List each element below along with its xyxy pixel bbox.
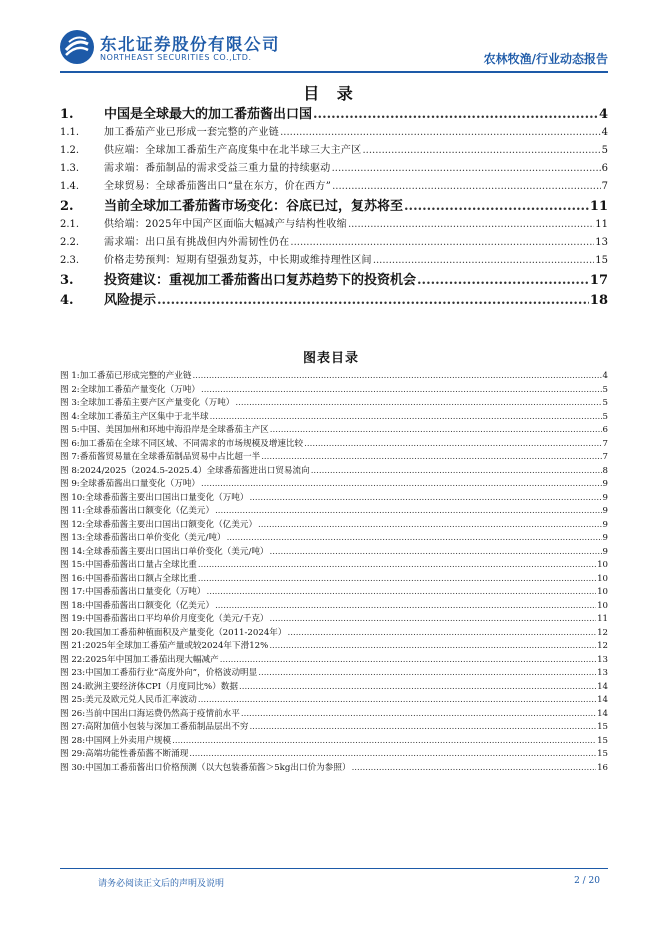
- figure-entry-label: 2025年中国加工番茄出现大幅减产: [85, 654, 219, 665]
- figure-entry-page: 9: [602, 519, 608, 530]
- figure-entry-number: 图 24:: [60, 681, 86, 692]
- figure-entry[interactable]: [60, 666, 608, 680]
- figure-entry-number: 图 10:: [60, 492, 86, 503]
- figure-entry-page: 7: [602, 452, 608, 462]
- figure-entry-label: 全球番茄酱主要出口国出口单价变化（美元/吨）: [85, 546, 269, 557]
- figure-entry-number: 图 25:: [60, 695, 86, 705]
- figure-entry-label: 全球加工番茄主要产区产量变化（万吨）: [79, 398, 235, 408]
- toc-entry-label: 加工番茄产业已形成一套完整的产业链: [104, 127, 280, 138]
- figure-entry-page: 12: [597, 641, 608, 651]
- figure-entry-number: 图 17:: [60, 587, 86, 597]
- toc-leader-dots: [280, 127, 601, 138]
- toc-entry-label: 当前全球加工番茄酱市场变化：谷底已过，复苏将至: [104, 199, 404, 214]
- company-name-cn: 东北证券股份有限公司: [100, 35, 280, 54]
- figure-entry-label: 中国番茄酱出口额占全球比重: [85, 573, 197, 584]
- figure-entry[interactable]: [60, 450, 608, 464]
- figure-entry-number: 图 18:: [60, 600, 86, 611]
- toc-entry-label: 价格走势预判：短期有望强劲复苏，中长期或维持理性区间: [104, 255, 372, 266]
- toc-entry-number: 3.: [60, 273, 74, 288]
- toc-entry-label: 中国是全球最大的加工番茄酱出口国: [104, 107, 313, 122]
- figure-leader-dots: [198, 695, 596, 705]
- figure-leader-dots: [210, 412, 602, 422]
- figure-leader-dots: [192, 371, 601, 381]
- company-logo-icon: [60, 30, 94, 64]
- toc-entry-number: 2.: [60, 199, 74, 214]
- figure-leader-dots: [304, 439, 601, 449]
- figure-entry-label: 加工番茄已形成完整的产业链: [79, 371, 192, 381]
- figure-entry[interactable]: [60, 734, 608, 748]
- figure-entry-number: 图 7:: [60, 452, 80, 462]
- figure-entry-label: 中国番茄酱出口量变化（万吨）: [85, 587, 206, 597]
- figure-entry-label: 中国番茄酱出口平均单价月度变化（美元/千克）: [85, 614, 269, 624]
- company-name-en: NORTHEAST SECURITIES CO.,LTD.: [100, 53, 252, 62]
- figure-entry-label: 我国加工番茄种植面积及产量变化（2011-2024年）: [85, 627, 287, 638]
- toc-leader-dots: [417, 273, 589, 288]
- toc-leader-dots: [363, 145, 601, 156]
- figure-entry-number: 图 9:: [60, 479, 80, 489]
- toc-entry-number: 2.3.: [60, 255, 80, 266]
- figure-entry-label: 全球番茄酱出口单价变化（美元/吨）: [85, 533, 226, 543]
- figure-entry-number: 图 15:: [60, 560, 86, 570]
- figure-entry-page: 9: [602, 492, 608, 503]
- figure-entry[interactable]: [60, 612, 608, 626]
- figure-entry-page: 9: [602, 533, 608, 543]
- figure-entry-label: 全球番茄酱主要出口国出口额变化（亿美元）: [85, 519, 258, 530]
- page-header: [60, 30, 608, 70]
- figure-leader-dots: [239, 682, 596, 692]
- figure-entry[interactable]: [60, 720, 608, 734]
- figure-entry-label: 番茄酱贸易量在全球番茄制品贸易中占比超一半: [79, 452, 261, 462]
- figure-entry[interactable]: [60, 639, 608, 653]
- figure-entry-label: 中国加工番茄行业“高度外向”，价格波动明显: [85, 668, 258, 678]
- figure-entry-label: 2024/2025（2024.5-2025.4）全球番茄酱进出口贸易流向: [79, 465, 310, 476]
- toc-leader-dots: [332, 181, 601, 192]
- figure-entry-page: 7: [602, 438, 608, 449]
- figure-list: [60, 369, 608, 774]
- figure-entry-page: 8: [602, 465, 608, 476]
- toc-leader-dots: [290, 237, 594, 248]
- toc-entry-page: 18: [589, 293, 608, 308]
- toc-entry[interactable]: [60, 269, 608, 289]
- figure-entry-number: 图 30:: [60, 762, 86, 773]
- figure-entry-label: 中国加工番茄酱出口价格预测（以大包装番茄酱＞5kg出口价为参照）: [85, 762, 351, 773]
- figure-entry-page: 4: [602, 371, 608, 381]
- toc-entry[interactable]: [60, 233, 608, 251]
- figure-entry[interactable]: [60, 491, 608, 505]
- figure-entry[interactable]: [60, 369, 608, 383]
- toc-entry[interactable]: [60, 251, 608, 269]
- figure-leader-dots: [258, 668, 596, 678]
- toc-entry-page: 4: [601, 127, 608, 138]
- figure-entry-page: 12: [597, 627, 608, 638]
- figure-entry[interactable]: [60, 423, 608, 437]
- figure-entry-label: 高附加值小包装与深加工番茄制品层出不穷: [85, 722, 249, 732]
- figure-leader-dots: [249, 722, 596, 732]
- figure-entry-number: 图 26:: [60, 708, 86, 719]
- toc-leader-dots: [332, 163, 601, 174]
- figure-entry-page: 10: [597, 573, 608, 584]
- toc-leader-dots: [373, 255, 594, 266]
- figure-entry[interactable]: [60, 383, 608, 397]
- toc-entry-label: 风险提示: [104, 293, 157, 308]
- figure-entry[interactable]: [60, 747, 608, 761]
- figure-leader-dots: [189, 749, 596, 759]
- figure-entry-page: 13: [597, 654, 608, 665]
- figure-entry-label: 美元及欧元兑人民币汇率波动: [85, 695, 197, 705]
- toc-entry-number: 2.2.: [60, 237, 80, 248]
- toc-entry-label: 投资建议：重视加工番茄酱出口复苏趋势下的投资机会: [104, 273, 417, 288]
- figure-entry-label: 欧洲主要经济体CPI（月度同比%）数据: [85, 681, 238, 692]
- figure-entry[interactable]: [60, 693, 608, 707]
- figure-entry-number: 图 5:: [60, 425, 80, 435]
- toc-title: 目 录: [303, 84, 359, 103]
- figure-leader-dots: [270, 547, 602, 557]
- figure-entry-number: 图 1:: [60, 371, 80, 381]
- figure-leader-dots: [235, 398, 601, 408]
- figure-entry-number: 图 11:: [60, 506, 86, 516]
- toc-entry-number: 1.1.: [60, 127, 80, 138]
- figure-leader-dots: [198, 560, 596, 570]
- figure-entry[interactable]: [60, 680, 608, 694]
- figure-entry-page: 6: [602, 425, 608, 435]
- figure-entry[interactable]: [60, 464, 608, 478]
- figure-leader-dots: [352, 763, 597, 773]
- footer-disclaimer: 请务必阅读正文后的声明及说明: [98, 879, 225, 889]
- figure-entry-number: 图 12:: [60, 519, 86, 530]
- figure-entry-page: 14: [597, 708, 608, 719]
- figure-entry-page: 5: [602, 411, 608, 422]
- toc-entry[interactable]: [60, 123, 608, 141]
- table-of-contents: [60, 103, 608, 309]
- figure-leader-dots: [172, 736, 596, 746]
- toc-leader-dots: [157, 293, 589, 308]
- toc-entry-number: 4.: [60, 293, 74, 308]
- toc-entry[interactable]: [60, 289, 608, 309]
- figure-list-title: 图表目录: [302, 351, 359, 366]
- figure-entry[interactable]: [60, 410, 608, 424]
- figure-entry-page: 16: [597, 762, 608, 773]
- figure-entry-label: 全球番茄酱主要出口国出口量变化（万吨）: [85, 492, 249, 503]
- figure-leader-dots: [288, 628, 597, 638]
- figure-entry-label: 全球加工番茄主产区集中于北半球: [79, 411, 209, 422]
- figure-entry[interactable]: [60, 477, 608, 491]
- figure-entry-number: 图 21:: [60, 641, 86, 651]
- figure-entry-number: 图 28:: [60, 735, 86, 746]
- figure-leader-dots: [261, 452, 601, 462]
- figure-leader-dots: [249, 493, 601, 503]
- figure-entry-number: 图 3:: [60, 398, 80, 408]
- figure-entry-number: 图 23:: [60, 668, 86, 678]
- figure-entry-number: 图 2:: [60, 384, 80, 395]
- toc-entry[interactable]: [60, 195, 608, 215]
- figure-entry-number: 图 4:: [60, 411, 80, 422]
- figure-entry-number: 图 6:: [60, 438, 80, 449]
- figure-entry[interactable]: [60, 653, 608, 667]
- figure-entry-label: 全球番茄酱出口额变化（亿美元）: [85, 506, 215, 516]
- figure-entry-label: 中国、美国加州和环地中海沿岸是全球番茄主产区: [79, 425, 269, 435]
- figure-leader-dots: [311, 466, 602, 476]
- figure-entry-number: 图 8:: [60, 465, 80, 476]
- figure-leader-dots: [215, 601, 596, 611]
- page-indicator: 2 / 20: [574, 876, 600, 886]
- figure-leader-dots: [201, 479, 602, 489]
- toc-entry-label: 供应端：全球加工番茄生产高度集中在北半球三大主产区: [104, 145, 362, 156]
- toc-entry[interactable]: [60, 159, 608, 177]
- toc-entry[interactable]: [60, 177, 608, 195]
- toc-entry-number: 1.2.: [60, 145, 80, 156]
- figure-entry[interactable]: [60, 626, 608, 640]
- figure-leader-dots: [227, 533, 602, 543]
- figure-entry-number: 图 22:: [60, 654, 86, 665]
- toc-entry-page: 7: [601, 181, 608, 192]
- figure-entry[interactable]: [60, 572, 608, 586]
- figure-entry[interactable]: [60, 518, 608, 532]
- toc-entry-label: 全球贸易：全球番茄酱出口“量在东方，价在西方”: [104, 181, 332, 192]
- figure-entry-page: 15: [597, 722, 608, 732]
- figure-leader-dots: [201, 385, 602, 395]
- toc-entry[interactable]: [60, 215, 608, 233]
- figure-entry[interactable]: [60, 531, 608, 545]
- toc-entry-label: 需求端：出口虽有挑战但内外需韧性仍在: [104, 237, 290, 248]
- toc-leader-dots: [313, 107, 598, 122]
- figure-entry[interactable]: [60, 761, 608, 775]
- toc-entry-number: 2.1.: [60, 219, 80, 230]
- figure-entry-label: 加工番茄在全球不同区域、不同需求的市场规模及增速比较: [79, 438, 304, 449]
- figure-entry-number: 图 13:: [60, 533, 86, 543]
- figure-entry-page: 5: [602, 384, 608, 395]
- toc-entry-number: 1.4.: [60, 181, 80, 192]
- figure-entry-label: 中国番茄酱出口量占全球比重: [85, 560, 197, 570]
- footer-divider: [60, 868, 608, 869]
- figure-entry-page: 9: [602, 506, 608, 516]
- figure-entry-number: 图 14:: [60, 546, 86, 557]
- header-divider: [60, 71, 608, 73]
- toc-entry-page: 4: [598, 107, 608, 122]
- figure-entry-page: 14: [597, 681, 608, 692]
- figure-entry-label: 中国番茄酱出口额变化（亿美元）: [85, 600, 215, 611]
- toc-entry-page: 11: [589, 199, 608, 214]
- toc-entry-number: 1.: [60, 107, 74, 122]
- figure-entry[interactable]: [60, 585, 608, 599]
- toc-entry-page: 17: [589, 273, 608, 288]
- figure-entry-page: 13: [597, 668, 608, 678]
- figure-leader-dots: [206, 587, 596, 597]
- toc-entry-label: 供给端：2025年中国产区面临大幅减产与结构性收缩: [104, 219, 347, 230]
- figure-entry[interactable]: [60, 558, 608, 572]
- figure-entry-page: 10: [597, 600, 608, 611]
- figure-entry[interactable]: [60, 437, 608, 451]
- figure-entry-page: 14: [597, 695, 608, 705]
- toc-entry-page: 5: [601, 145, 608, 156]
- toc-leader-dots: [348, 219, 594, 230]
- toc-entry-page: 15: [595, 255, 608, 266]
- toc-entry-page: 11: [595, 219, 608, 230]
- figure-leader-dots: [241, 709, 596, 719]
- figure-entry-page: 10: [597, 560, 608, 570]
- toc-leader-dots: [404, 199, 589, 214]
- figure-entry[interactable]: [60, 396, 608, 410]
- report-type: 农林牧渔/行业动态报告: [483, 52, 608, 66]
- figure-entry-page: 9: [602, 546, 608, 557]
- toc-entry[interactable]: [60, 141, 608, 159]
- figure-entry[interactable]: [60, 504, 608, 518]
- figure-entry[interactable]: [60, 707, 608, 721]
- figure-entry-page: 5: [602, 398, 608, 408]
- toc-entry-label: 需求端：番茄制品的需求受益三重力量的持续驱动: [104, 163, 331, 174]
- figure-entry-label: 中国网上外卖用户规模: [85, 735, 172, 746]
- figure-entry-label: 全球番茄酱出口量变化（万吨）: [79, 479, 201, 489]
- toc-entry[interactable]: [60, 103, 608, 123]
- figure-entry[interactable]: [60, 599, 608, 613]
- figure-entry-page: 11: [597, 614, 608, 624]
- figure-entry-page: 9: [602, 479, 608, 489]
- figure-leader-dots: [215, 506, 601, 516]
- figure-entry-number: 图 20:: [60, 627, 86, 638]
- figure-leader-dots: [270, 425, 602, 435]
- figure-leader-dots: [258, 520, 601, 530]
- figure-entry-label: 全球加工番茄产量变化（万吨）: [79, 384, 201, 395]
- toc-entry-page: 13: [595, 237, 608, 248]
- figure-entry-number: 图 27:: [60, 722, 86, 732]
- figure-leader-dots: [269, 641, 596, 651]
- figure-leader-dots: [220, 655, 596, 665]
- figure-entry-number: 图 19:: [60, 614, 86, 624]
- figure-entry-label: 当前中国出口海运费仍然高于疫情前水平: [85, 708, 240, 719]
- toc-entry-page: 6: [601, 163, 608, 174]
- figure-entry[interactable]: [60, 545, 608, 559]
- figure-entry-page: 10: [597, 587, 608, 597]
- figure-leader-dots: [270, 614, 597, 624]
- figure-entry-number: 图 29:: [60, 749, 86, 759]
- figure-entry-page: 15: [597, 735, 608, 746]
- figure-entry-page: 15: [597, 749, 608, 759]
- toc-entry-number: 1.3.: [60, 163, 80, 174]
- figure-entry-label: 高端功能性番茄酱不断涌现: [85, 749, 189, 759]
- figure-leader-dots: [198, 574, 596, 584]
- figure-entry-label: 2025年全球加工番茄产量或较2024年下滑12%: [85, 641, 269, 651]
- figure-entry-number: 图 16:: [60, 573, 86, 584]
